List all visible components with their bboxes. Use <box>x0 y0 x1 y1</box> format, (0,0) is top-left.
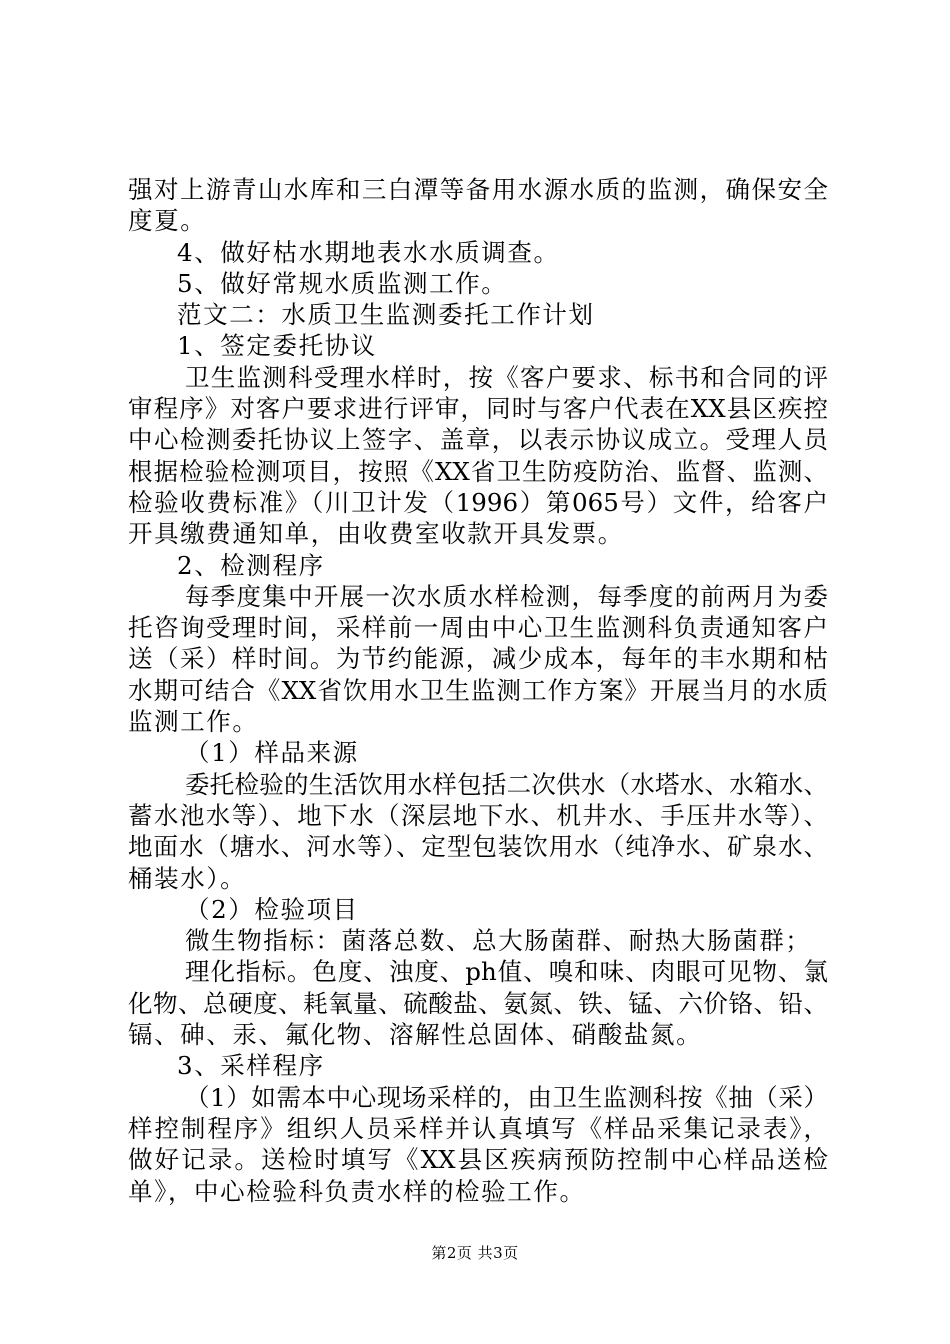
text-line: 水期可结合《XX省饮用水卫生监测工作方案》开展当月的水质 <box>128 675 828 705</box>
text-line: 桶装水）。 <box>128 863 247 893</box>
subsection-heading: 3、采样程序 <box>177 1051 325 1081</box>
text-line: 地面水（塘水、河水等）、定型包装饮用水（纯净水、矿泉水、 <box>128 832 828 862</box>
text-line: 中心检测委托协议上签字、盖章，以表示协议成立。受理人员 <box>128 425 828 455</box>
text-line: 做好记录。送检时填写《XX县区疾病预防控制中心样品送检 <box>128 1145 828 1175</box>
text-line: 开具缴费通知单，由收费室收款开具发票。 <box>128 519 624 549</box>
text-line: 化物、总硬度、耗氧量、硫酸盐、氨氮、铁、锰、六价铬、铅、 <box>128 988 828 1018</box>
text-line: 微生物指标：菌落总数、总大肠菌群、耐热大肠菌群； <box>185 926 812 956</box>
document-body <box>128 174 828 1207</box>
list-item: 4、做好枯水期地表水水质调查。 <box>177 237 560 267</box>
page-number-footer: 第2页 共3页 <box>431 1244 519 1262</box>
text-line: 强对上游青山水库和三白潭等备用水源水质的监测，确保安全 <box>128 175 828 204</box>
text-line: 检验收费标准》（川卫计发（1996）第065号）文件，给客户 <box>128 487 828 517</box>
text-line: 托咨询受理时间，采样前一周由中心卫生监测科负责通知客户 <box>128 613 828 643</box>
text-line: 样控制程序》组织人员采样并认真填写《样品采集记录表》， <box>128 1113 828 1143</box>
text-line: 单》，中心检验科负责水样的检验工作。 <box>128 1176 586 1206</box>
text-line: 卫生监测科受理水样时，按《客户要求、标书和合同的评 <box>185 362 828 392</box>
text-line: 委托检验的生活饮用水样包括二次供水（水塔水、水箱水、 <box>185 769 828 799</box>
text-line: （1）如需本中心现场采样的，由卫生监测科按《抽（采） <box>185 1082 828 1112</box>
text-line: 镉、砷、汞、氟化物、溶解性总固体、硝酸盐氮。 <box>128 1020 703 1050</box>
subsection-heading: （1）样品来源 <box>185 738 359 768</box>
text-line: 每季度集中开展一次水质水样检测，每季度的前两月为委 <box>185 581 828 611</box>
subsection-heading: 1、签定委托协议 <box>177 331 377 361</box>
list-item: 5、做好常规水质监测工作。 <box>177 268 508 298</box>
text-line: 根据检验检测项目，按照《XX省卫生防疫防治、监督、监测、 <box>128 456 828 486</box>
text-line: 度夏。 <box>128 206 207 236</box>
subsection-heading: （2）检验项目 <box>185 894 359 924</box>
text-line: 蓄水池水等）、地下水（深层地下水、机井水、手压井水等）、 <box>128 800 828 830</box>
text-line: 理化指标。色度、浊度、ph值、嗅和味、肉眼可见物、氯 <box>185 957 828 987</box>
text-line: 监测工作。 <box>128 707 259 737</box>
section-heading: 范文二：水质卫生监测委托工作计划 <box>177 300 595 330</box>
text-line: 送（采）样时间。为节约能源，减少成本，每年的丰水期和枯 <box>128 644 828 674</box>
subsection-heading: 2、检测程序 <box>177 550 325 580</box>
text-line: 审程序》对客户要求进行评审，同时与客户代表在XX县区疾控 <box>128 394 828 424</box>
